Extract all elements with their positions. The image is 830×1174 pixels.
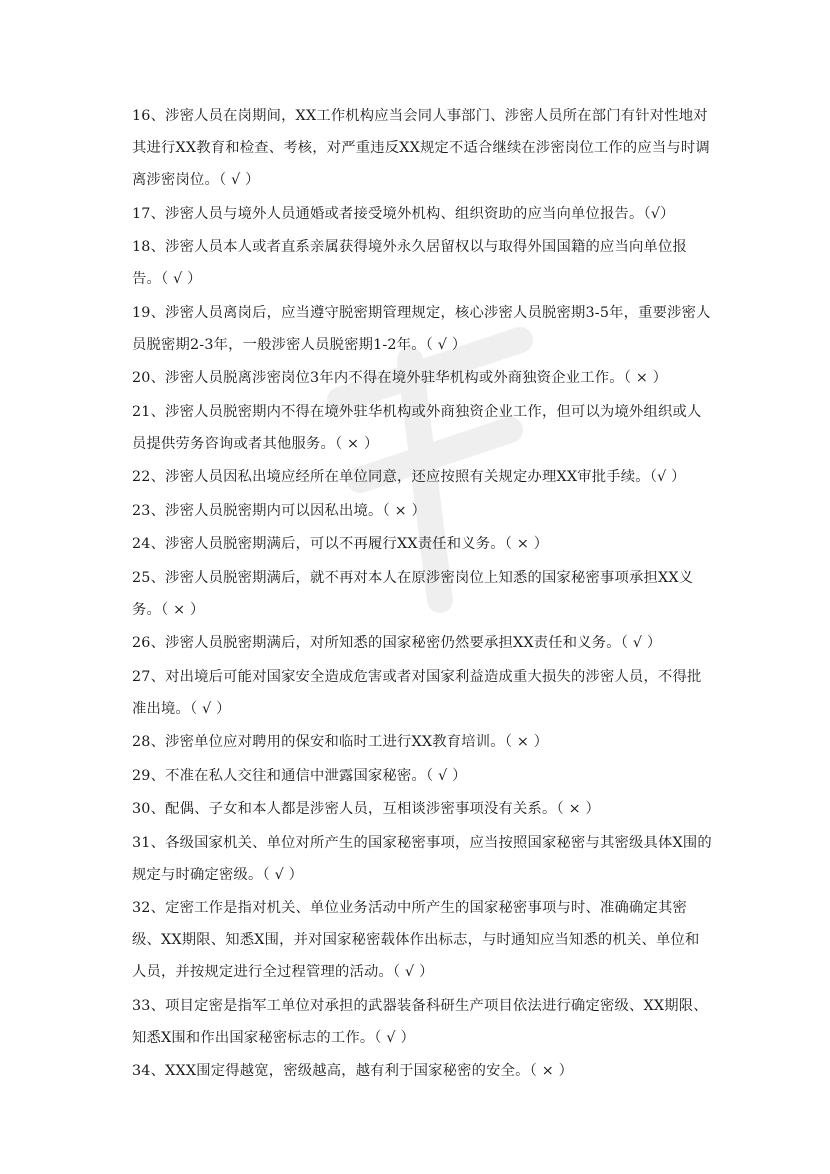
question-text: 17、涉密人员与境外人员通婚或者接受境外机构、组织资助的应当向单位报告。 [132,205,644,222]
question-text: 16、涉密人员在岗期间，XX工作机构应当会同人事部门、涉密人员所在部门有针对性地对其进行XX教育和检查、考核，对严重违反XX规定不适合继续在涉密岗位工作的应当与时调离涉密岗位。 [132,108,710,188]
answer-mark: （ √ ） [374,1029,415,1046]
answer-mark: （ √ ） [161,271,202,287]
question-item [132,461,712,493]
question-item [132,627,712,659]
question-item [132,231,712,295]
question-text: 24、涉密人员脱密期满后，可以不再履行XX责任和义务。 [132,536,505,552]
question-item [132,100,712,196]
answer-mark: （ √ ） [262,866,304,883]
question-item [132,990,712,1054]
question-text: 32、定密工作是指对机关、单位业务活动中所产生的国家秘密事项与时、准确确定其密级、XX期限、知悉X围，并对国家秘密载体作出标志，与时通知应当知悉的机关、单位和人员，并按规定进行全过程管理的活动。 [132,900,700,980]
answer-mark: （ × ） [161,601,205,618]
question-text: 29、不准在私人交往和通信中泄露国家秘密。 [132,767,427,784]
question-item [132,760,712,792]
answer-mark: （√） [643,205,675,222]
question-list [132,100,712,1089]
answer-mark: （√ ） [649,469,686,485]
question-item [132,892,712,988]
answer-mark: （ × ） [504,734,549,750]
question-text: 19、涉密人员离岗后，应当遵守脱密期管理规定，核心涉密人员脱密期3-5年，重要涉密人员脱密期2-3年，一般涉密人员脱密期1-2年。 [132,304,711,353]
answer-mark: （ × ） [556,801,601,817]
question-text: 33、项目定密是指军工单位对承担的武器装备科研生产项目依法进行确定密级、XX期限、知悉X围和作出国家秘密标志的工作。 [132,997,708,1046]
question-item [132,528,712,560]
question-item [132,198,712,230]
answer-mark: （ × ） [623,370,668,386]
question-text: 20、涉密人员脱离涉密岗位3年内不得在境外驻华机构或外商独资企业工作。 [132,370,624,386]
answer-mark: （ √ ） [620,635,662,651]
answer-mark: （ × ） [529,1063,574,1079]
question-text: 26、涉密人员脱密期满后，对所知悉的国家秘密仍然要承担XX责任和义务。 [132,635,621,651]
question-text: 23、涉密人员脱密期内可以因私出境。 [132,502,383,519]
answer-mark: （ √ ） [218,172,260,188]
question-item [132,562,712,626]
question-item [132,297,712,361]
answer-mark: （ √ ） [425,336,467,353]
question-text: 22、涉密人员因私出境应经所在单位同意，还应按照有关规定办理XX审批手续。 [132,469,650,485]
answer-mark: （ × ） [334,435,379,452]
question-text: 28、涉密单位应对聘用的保安和临时工进行XX教育培训。 [132,734,505,750]
question-text: 18、涉密人员本人或者直系亲属获得境外永久居留权以与取得外国国籍的应当向单位报告。 [132,239,687,287]
question-text: 21、涉密人员脱密期内不得在境外驻华机构或外商独资企业工作，但可以为境外组织或人员提供劳务咨询或者其他服务。 [132,403,702,452]
answer-mark: （ × ） [504,536,549,552]
answer-mark: （ √ ） [392,964,434,980]
question-item [132,362,712,394]
question-text: 27、对出境后可能对国家安全造成危害或者对国家利益造成重大损失的涉密人员，不得批准出境。 [132,668,702,717]
question-text: 25、涉密人员脱密期满后，就不再对本人在原涉密岗位上知悉的国家秘密事项承担XX义务。 [132,569,694,618]
answer-mark: （ × ） [382,502,427,519]
answer-mark: （ √ ） [426,767,467,784]
question-item [132,827,712,891]
answer-mark: （ √ ） [190,700,231,717]
question-item [132,495,712,527]
question-text: 31、各级国家机关、单位对所产生的国家秘密事项，应当按照国家秘密与其密级具体X围的规定与时确定密级。 [132,834,712,883]
question-item [132,661,712,725]
question-item [132,1055,712,1087]
question-text: 30、配偶、子女和本人都是涉密人员，互相谈涉密事项没有关系。 [132,801,557,817]
question-item [132,396,712,460]
question-item [132,793,712,825]
question-item [132,726,712,758]
question-text: 34、XXX围定得越宽，密级越高，越有利于国家秘密的安全。 [132,1063,530,1079]
